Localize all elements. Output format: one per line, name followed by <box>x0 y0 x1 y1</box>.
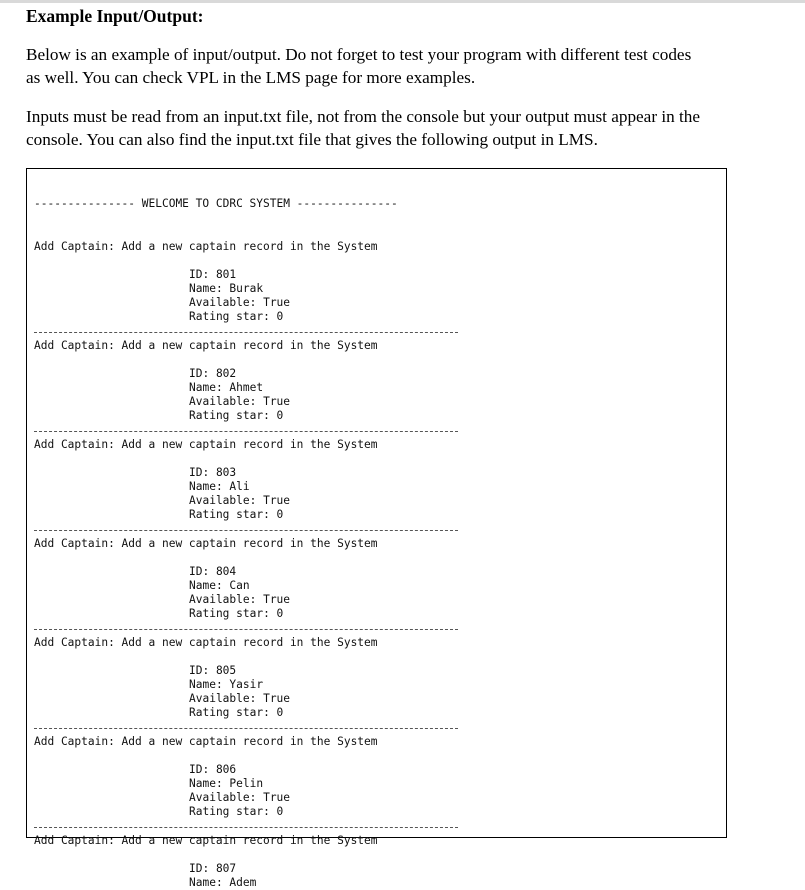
separator-line <box>34 721 398 735</box>
top-border <box>0 0 805 3</box>
blank-line <box>34 848 398 862</box>
blank-line <box>34 353 398 367</box>
record-header: Add Captain: Add a new captain record in the System <box>34 734 378 748</box>
intro-line-2: as well. You can check VPL in the LMS page for more examples. <box>26 68 476 87</box>
record-available: Available: True <box>189 296 291 310</box>
separator-line <box>34 325 398 339</box>
record-header: Add Captain: Add a new captain record in the System <box>34 536 378 550</box>
instructions-line-2: console. You can also find the input.txt file that gives the following output in LMS. <box>26 130 598 149</box>
record-name: Name: Pelin <box>189 777 264 791</box>
blank-line <box>34 452 398 466</box>
record-rating: Rating star: 0 <box>189 607 284 621</box>
record-id: ID: 805 <box>189 663 237 677</box>
blank-line <box>34 254 398 268</box>
record-available: Available: True <box>189 593 291 607</box>
intro-line-1: Below is an example of input/output. Do not forget to test your program with different test codes <box>26 45 692 64</box>
blank-line <box>34 650 398 664</box>
separator-line <box>34 523 398 537</box>
console-output <box>34 169 398 890</box>
separator-line <box>34 424 398 438</box>
record-available: Available: True <box>189 791 291 805</box>
record-id: ID: 804 <box>189 565 237 578</box>
record-available: Available: True <box>189 494 291 508</box>
input-instructions-paragraph <box>26 105 766 151</box>
record-header: Add Captain: Add a new captain record in the System <box>34 338 378 352</box>
record-header: Add Captain: Add a new captain record in the System <box>34 635 378 649</box>
blank-line <box>34 551 398 565</box>
record-id: ID: 802 <box>189 367 237 381</box>
intro-paragraph <box>26 43 766 89</box>
record-rating: Rating star: 0 <box>189 706 284 720</box>
record-rating: Rating star: 0 <box>189 805 284 819</box>
section-heading: Example Input/Output: <box>26 6 204 26</box>
record-rating: Rating star: 0 <box>189 508 284 522</box>
separator-line <box>34 622 398 636</box>
record-header: Add Captain: Add a new captain record in the System <box>34 833 378 847</box>
record-id: ID: 801 <box>189 268 237 282</box>
record-name: Name: Yasir <box>189 678 264 692</box>
record-header: Add Captain: Add a new captain record in the System <box>34 437 378 451</box>
record-available: Available: True <box>189 692 291 706</box>
record-name: Name: Burak <box>189 282 264 296</box>
record-rating: Rating star: 0 <box>189 409 284 423</box>
record-name: Name: Ahmet <box>189 381 264 395</box>
record-name: Name: Adem <box>189 876 257 890</box>
record-header: Add Captain: Add a new captain record in the System <box>34 239 378 253</box>
record-name: Name: Can <box>189 579 250 593</box>
record-id: ID: 806 <box>189 762 237 776</box>
separator-line <box>34 820 398 834</box>
console-output-box <box>26 168 727 890</box>
record-available: Available: True <box>189 395 291 409</box>
record-id: ID: 803 <box>189 466 237 480</box>
record-rating: Rating star: 0 <box>189 310 284 324</box>
record-id: ID: 807 <box>189 861 237 875</box>
instructions-line-1: Inputs must be read from an input.txt file, not from the console but your output must appear in the <box>26 107 700 126</box>
welcome-banner: --------------- WELCOME TO CDRC SYSTEM --------------- <box>34 197 398 211</box>
record-name: Name: Ali <box>189 480 250 494</box>
blank-line <box>34 749 398 763</box>
